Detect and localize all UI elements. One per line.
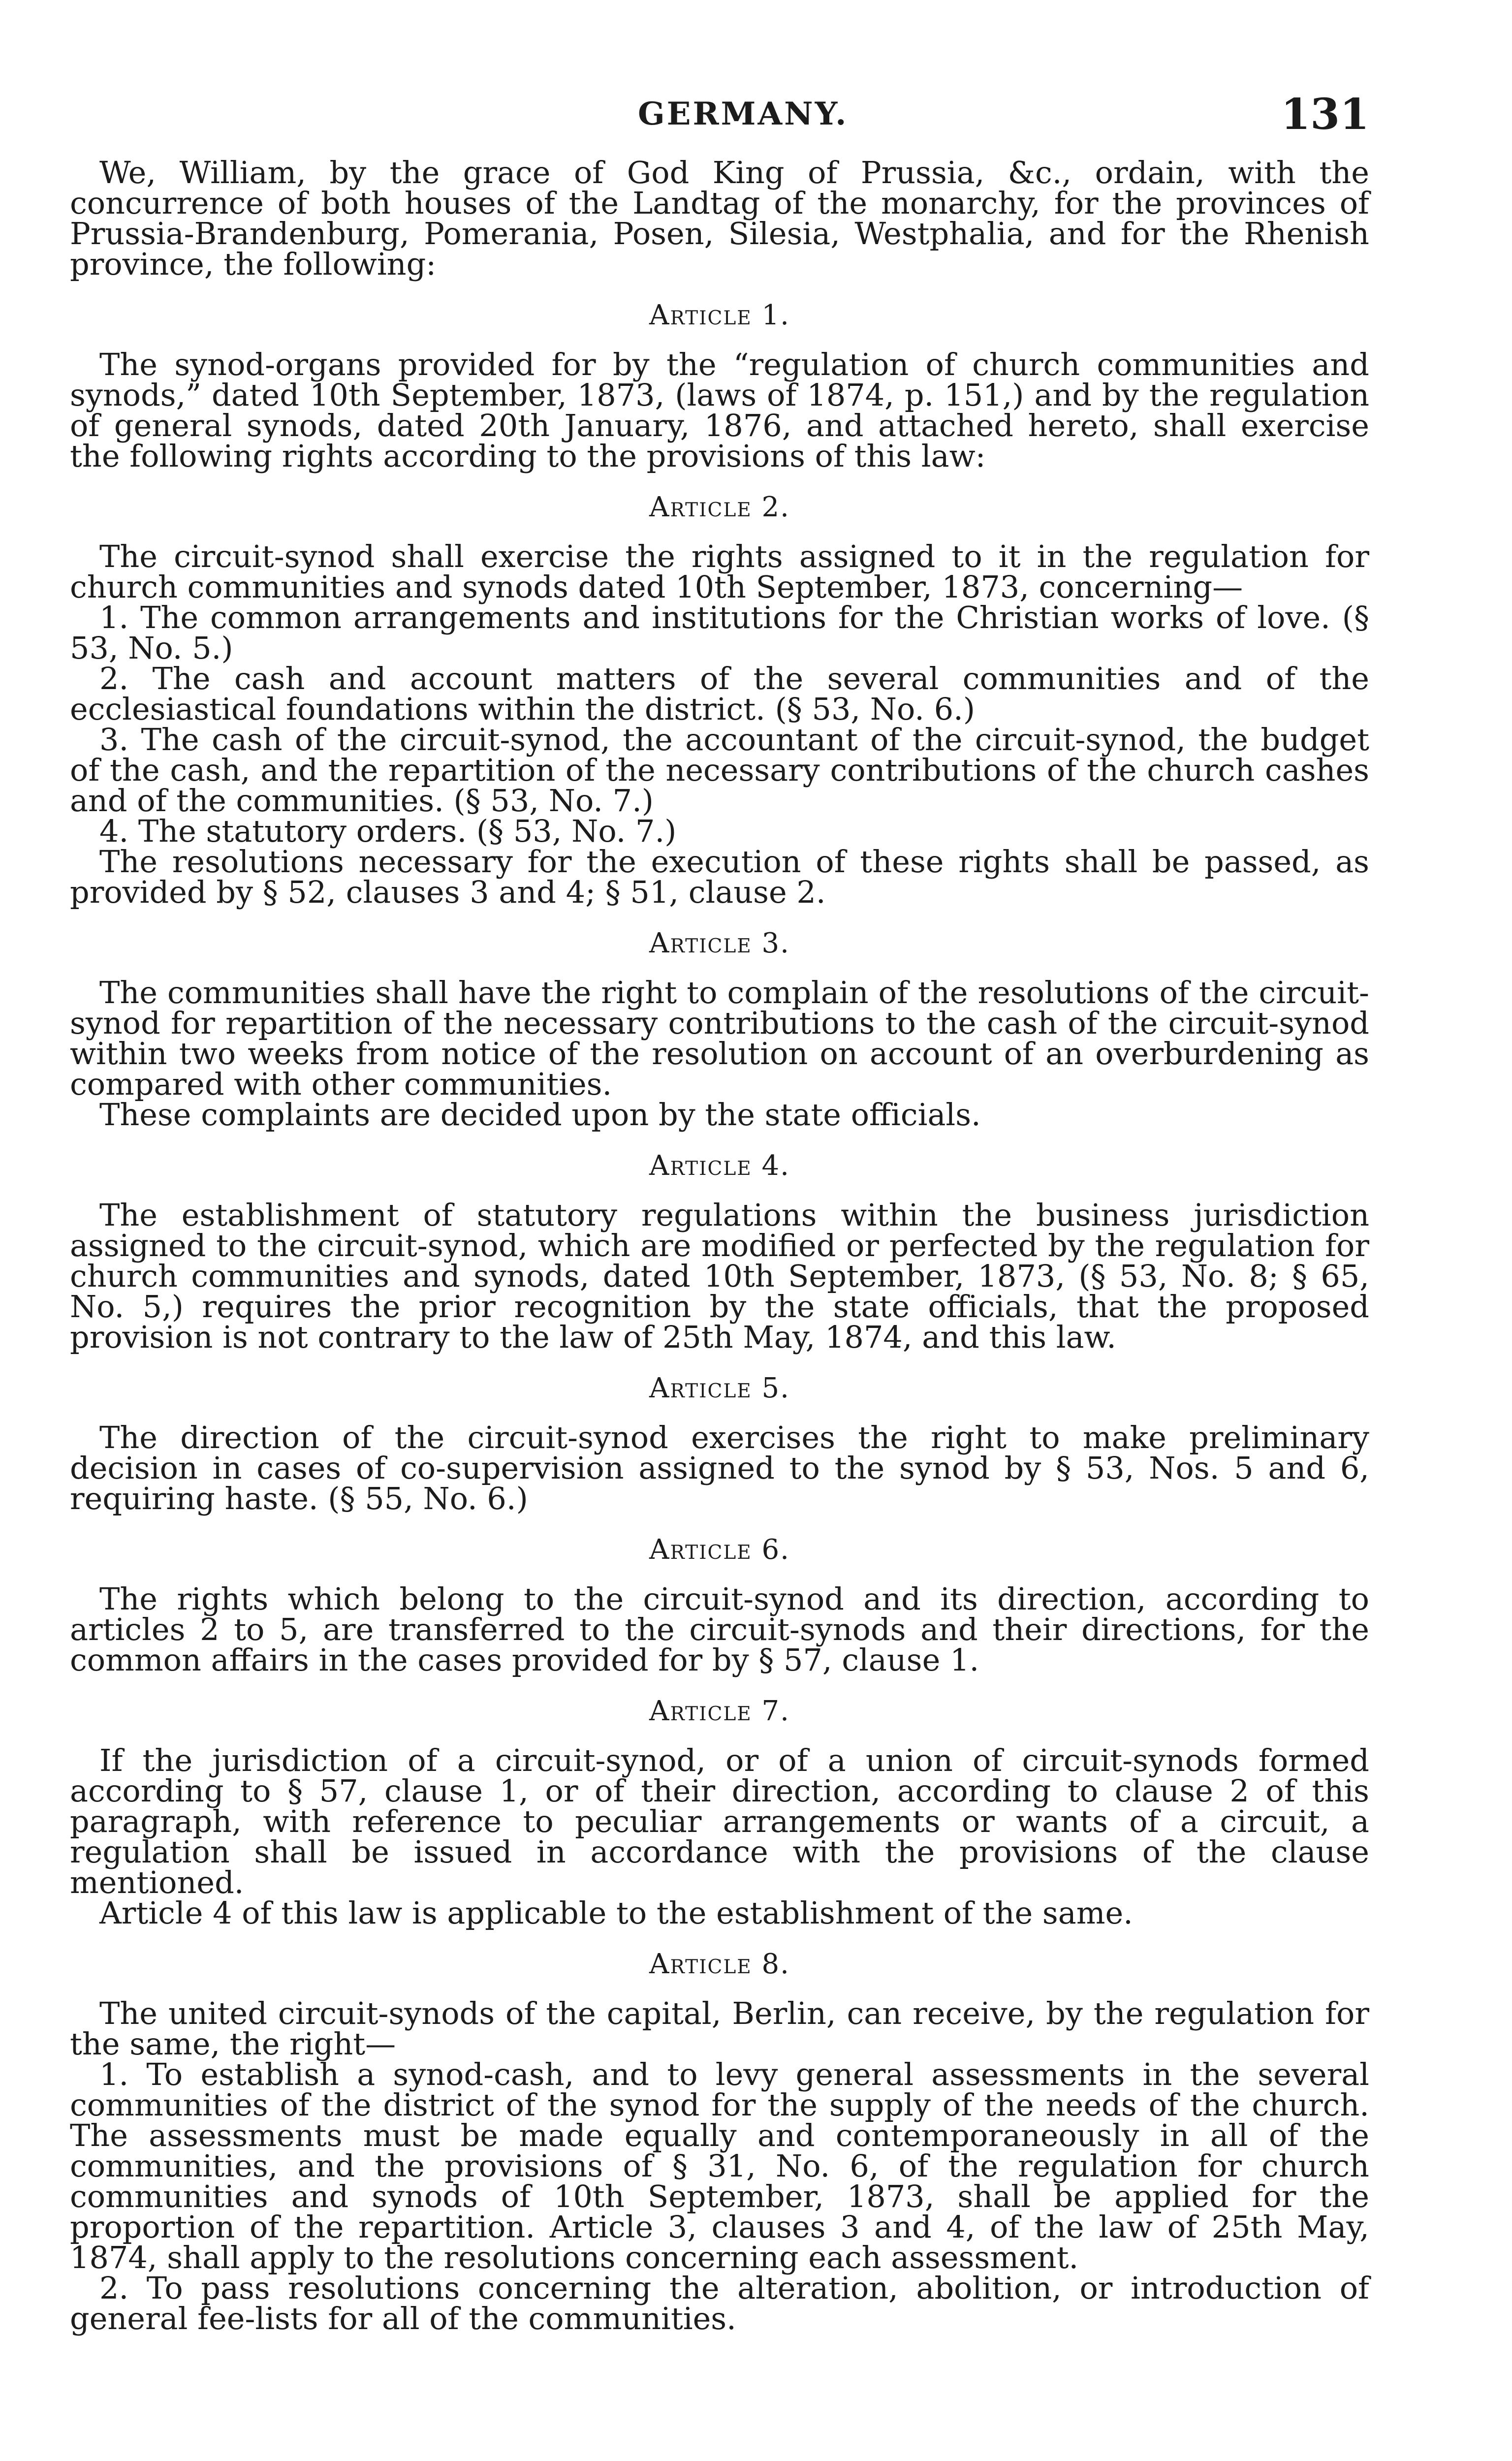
article-8: [70, 1949, 1369, 2334]
article-heading: Article 2.: [649, 491, 790, 523]
article-list-item: 3. The cash of the circuit-synod, the accountant of the circuit-synod, the budget of the cash, and the repartition of the necessary contributions of the church cashes and of the communities. (§ 53, No. 7.): [70, 722, 1369, 819]
article-paragraph: The communities shall have the right to complain of the resolutions of the circuit-synod for repartition of the necessary contributions to the cash of the circuit-synod within two weeks from notice of the resolution on account of an overburdening as compared with other communities.: [70, 975, 1369, 1102]
article-list-item: 1. To establish a synod-cash, and to levy general assessments in the several communities of the district of the synod for the supply of the needs of the church. The assessments must be made equally and contemporaneously in all of the communities, and the provisions of § 31, No. 6, of the regulation for church communities and synods of 10th September, 1873, shall be applied for the proportion of the repartition. Article 3, clauses 3 and 4, of the law of 25th May, 1874, shall apply to the resolutions concerning each assessment.: [70, 2056, 1369, 2275]
running-head: GERMANY.: [638, 95, 849, 132]
article-3: [70, 927, 1369, 1133]
article-paragraph: The resolutions necessary for the execution of these rights shall be passed, as provided by § 52, clauses 3 and 4; § 51, clause 2.: [70, 844, 1369, 910]
article-2: [70, 492, 1369, 908]
enacting-clause: We, William, by the grace of God King of Prussia, &c., ordain, with the concurrence of both houses of the Landtag of the monarchy, for the provinces of Prussia-Brandenburg, Pomerania, Posen, Silesia, Westphalia, and for the Rhenish province, the following:: [70, 155, 1369, 282]
article-paragraph: The circuit-synod shall exercise the rights assigned to it in the regulation for church communities and synods dated 10th September, 1873, concerning—: [70, 538, 1369, 605]
document-body: [70, 155, 1369, 2336]
article-list-item: 2. The cash and account matters of the several communities and of the ecclesiastical foundations within the district. (§ 53, No. 6.): [70, 661, 1369, 727]
page-header: [0, 90, 1512, 139]
article-4: [70, 1151, 1369, 1353]
article-list-item: 1. The common arrangements and institutions for the Christian works of love. (§ 53, No. 5.): [70, 599, 1369, 666]
page-number: 131: [1281, 90, 1369, 139]
article-heading: Article 1.: [649, 299, 790, 331]
article-paragraph: Article 4 of this law is applicable to the establishment of the same.: [99, 1895, 1133, 1931]
article-7: [70, 1695, 1369, 1931]
article-heading: Article 3.: [649, 927, 790, 959]
article-paragraph: The establishment of statutory regulations within the business jurisdiction assigned to the circuit-synod, which are modified or perfected by the regulation for church communities and synods, dated 10th September, 1873, (§ 53, No. 8; § 65, No. 5,) requires the prior recognition by the state officials, that the proposed provision is not contrary to the law of 25th May, 1874, and this law.: [70, 1197, 1369, 1355]
article-heading: Article 4.: [649, 1150, 790, 1182]
article-paragraph: The rights which belong to the circuit-synod and its direction, according to articles 2 to 5, are transferred to the circuit-synods and their directions, for the common affairs in the cases provided for by § 57, clause 1.: [70, 1581, 1369, 1678]
article-heading: Article 5.: [649, 1372, 790, 1404]
article-1: [70, 300, 1369, 472]
article-heading: Article 7.: [649, 1695, 790, 1727]
article-heading: Article 8.: [649, 1948, 790, 1980]
article-6: [70, 1534, 1369, 1678]
article-list-item: 4. The statutory orders. (§ 53, No. 7.): [99, 813, 677, 849]
article-paragraph: The direction of the circuit-synod exercises the right to make preliminary decision in cases of co-supervision assigned to the synod by § 53, Nos. 5 and 6, requiring haste. (§ 55, No. 6.): [70, 1420, 1369, 1516]
article-paragraph: If the jurisdiction of a circuit-synod, or of a union of circuit-synods formed according to § 57, clause 1, or of their direction, according to clause 2 of this paragraph, with reference to peculiar arrangements or wants of a circuit, a regulation shall be issued in accordance with the provisions of the clause mentioned.: [70, 1742, 1369, 1900]
article-paragraph: These complaints are decided upon by the state officials.: [99, 1097, 981, 1133]
article-heading: Article 6.: [649, 1534, 790, 1566]
article-list-item: 2. To pass resolutions concerning the alteration, abolition, or introduction of general fee-lists for all of the communities.: [70, 2270, 1369, 2336]
article-paragraph: The synod-organs provided for by the “regulation of church communities and synods,” dated 10th September, 1873, (laws of 1874, p. 151,) and by the regulation of general synods, dated 20th January, 1876, and attached hereto, shall exercise the following rights according to the provisions of this law:: [70, 347, 1369, 474]
article-5: [70, 1373, 1369, 1514]
article-paragraph: The united circuit-synods of the capital, Berlin, can receive, by the regulation for the same, the right—: [70, 1995, 1369, 2062]
